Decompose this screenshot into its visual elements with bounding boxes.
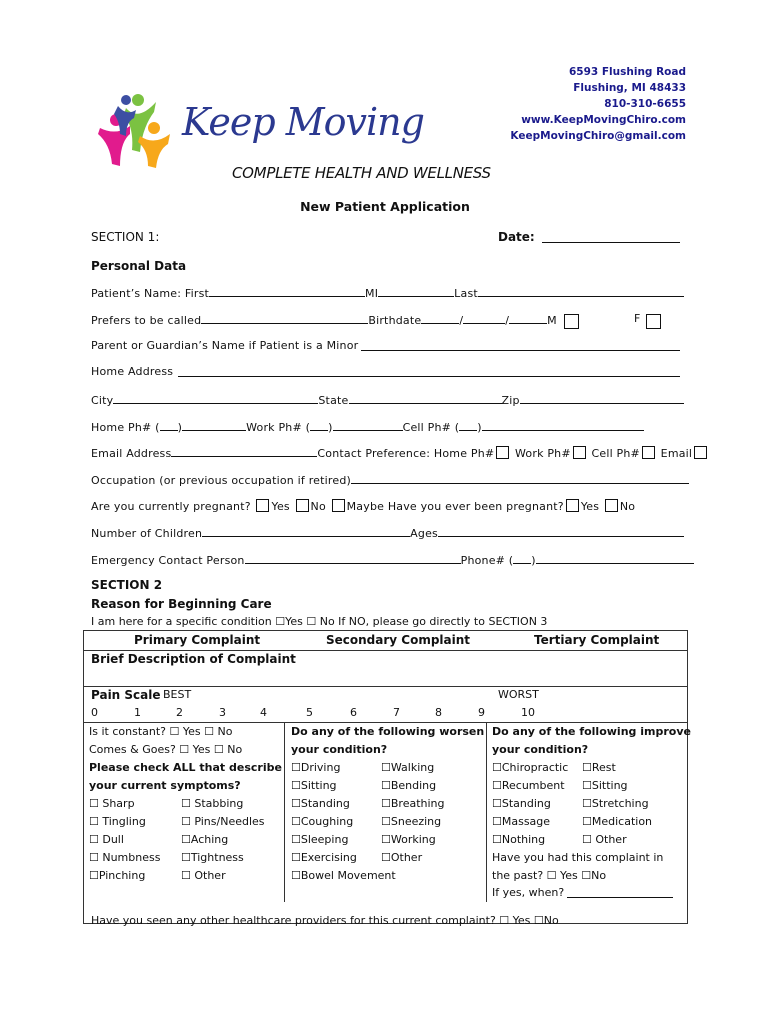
name-row bbox=[91, 285, 684, 300]
pregnant-question: Are you currently pregnant? bbox=[91, 500, 251, 513]
pain-6[interactable]: 6 bbox=[350, 706, 357, 719]
improve-option[interactable]: ☐Standing bbox=[492, 797, 551, 810]
work-phone-field[interactable] bbox=[333, 419, 403, 431]
yes-label: Yes bbox=[580, 500, 600, 513]
had-before-question: Have you had this complaint in bbox=[492, 851, 664, 864]
occupation-label: Occupation (or previous occupation if retired) bbox=[91, 474, 352, 487]
other-providers-question[interactable]: Have you seen any other healthcare providers for this current complaint? ☐ Yes ☐No bbox=[91, 914, 559, 927]
symptom-option[interactable]: ☐ Numbness bbox=[89, 851, 161, 864]
comes-goes-question[interactable]: Comes & Goes? ☐ Yes ☐ No bbox=[89, 743, 243, 756]
first-name-label: Patient’s Name: First bbox=[91, 287, 210, 300]
best-label: BEST bbox=[163, 688, 192, 701]
birthdate-label: Birthdate bbox=[368, 314, 422, 327]
slash: / bbox=[459, 314, 464, 327]
improve-heading-2: your condition? bbox=[492, 743, 589, 756]
keep-moving-logo bbox=[96, 92, 424, 172]
pain-3[interactable]: 3 bbox=[219, 706, 226, 719]
emergency-area-code[interactable] bbox=[513, 552, 531, 564]
pref-email-checkbox[interactable] bbox=[694, 446, 707, 459]
children-label: Number of Children bbox=[91, 527, 203, 540]
primary-complaint-header[interactable]: Primary Complaint bbox=[134, 633, 261, 647]
pref-home-checkbox[interactable] bbox=[496, 446, 509, 459]
worsen-option[interactable]: ☐Sleeping bbox=[291, 833, 349, 846]
symptom-option[interactable]: ☐ Other bbox=[181, 869, 226, 882]
date-field[interactable] bbox=[542, 231, 680, 243]
pain-10[interactable]: 10 bbox=[521, 706, 535, 719]
birth-day-field[interactable] bbox=[463, 312, 505, 324]
worsen-option[interactable]: ☐Breathing bbox=[381, 797, 445, 810]
personal-data-heading: Personal Data bbox=[91, 259, 187, 273]
paren: ) bbox=[531, 554, 536, 567]
section2-label: SECTION 2 bbox=[91, 578, 163, 592]
children-field[interactable] bbox=[202, 525, 410, 537]
date-label: Date: bbox=[498, 230, 535, 244]
clinic-address-line1: 6593 Flushing Road bbox=[569, 66, 686, 78]
pref-work-label: Work Ph# bbox=[515, 447, 571, 460]
home-phone-label: Home Ph# ( bbox=[91, 421, 160, 434]
state-label: State bbox=[318, 394, 349, 407]
worsen-option[interactable]: ☐Driving bbox=[291, 761, 341, 774]
pain-7[interactable]: 7 bbox=[393, 706, 400, 719]
pain-5[interactable]: 5 bbox=[306, 706, 313, 719]
phones-row bbox=[91, 419, 644, 434]
pref-work-checkbox[interactable] bbox=[573, 446, 586, 459]
emergency-field[interactable] bbox=[245, 552, 461, 564]
children-row bbox=[91, 525, 684, 540]
pain-4[interactable]: 4 bbox=[260, 706, 267, 719]
improve-option[interactable]: ☐Rest bbox=[582, 761, 616, 774]
home-address-label: Home Address bbox=[91, 365, 174, 378]
if-yes-field[interactable] bbox=[567, 886, 673, 898]
pain-1[interactable]: 1 bbox=[134, 706, 141, 719]
worsen-option[interactable]: ☐Walking bbox=[381, 761, 435, 774]
symptom-option[interactable]: ☐ Pins/Needles bbox=[181, 815, 265, 828]
female-checkbox[interactable] bbox=[646, 314, 661, 329]
worsen-option[interactable]: ☐Standing bbox=[291, 797, 350, 810]
logo-text: Keep Moving bbox=[182, 100, 424, 144]
city-row bbox=[91, 392, 684, 407]
city-label: City bbox=[91, 394, 114, 407]
phone-label: Phone# ( bbox=[460, 554, 514, 567]
ever-pregnant-question: Have you ever been pregnant? bbox=[387, 500, 564, 513]
clinic-phone: 810-310-6655 bbox=[604, 98, 686, 110]
male-checkbox[interactable] bbox=[564, 314, 579, 329]
pain-9[interactable]: 9 bbox=[478, 706, 485, 719]
worsen-option[interactable]: ☐Coughing bbox=[291, 815, 354, 828]
symptom-option[interactable]: ☐Tightness bbox=[181, 851, 244, 864]
zip-label: Zip bbox=[501, 394, 520, 407]
worsen-option[interactable]: ☐Exercising bbox=[291, 851, 357, 864]
guardian-label: Parent or Guardian’s Name if Patient is a Minor bbox=[91, 339, 359, 352]
paren: ) bbox=[177, 421, 183, 434]
had-before-options[interactable]: the past? ☐ Yes ☐No bbox=[492, 869, 607, 882]
symptom-option[interactable]: ☐Aching bbox=[181, 833, 229, 846]
ever-pregnant-yes-checkbox[interactable] bbox=[566, 499, 579, 512]
occupation-row bbox=[91, 472, 689, 487]
worsen-option[interactable]: ☐Bending bbox=[381, 779, 437, 792]
contact-pref-label: Contact Preference: Home Ph# bbox=[317, 447, 495, 460]
birth-year-field[interactable] bbox=[509, 312, 547, 324]
table-divider bbox=[284, 722, 285, 902]
home-phone-field[interactable] bbox=[182, 419, 246, 431]
symptom-option[interactable]: ☐ Dull bbox=[89, 833, 124, 846]
clinic-website: www.KeepMovingChiro.com bbox=[521, 114, 686, 126]
pregnant-no-checkbox[interactable] bbox=[296, 499, 309, 512]
ever-pregnant-no-checkbox[interactable] bbox=[605, 499, 618, 512]
section1-label: SECTION 1: bbox=[91, 230, 160, 244]
table-divider bbox=[83, 686, 687, 687]
improve-heading: Do any of the following improve bbox=[492, 725, 691, 738]
worsen-option[interactable]: ☐Working bbox=[381, 833, 436, 846]
worst-label: WORST bbox=[498, 688, 539, 701]
last-name-label: Last bbox=[454, 287, 478, 300]
pref-cell-checkbox[interactable] bbox=[642, 446, 655, 459]
table-divider bbox=[83, 722, 687, 723]
worsen-heading: Do any of the following worsen bbox=[291, 725, 485, 738]
check-all-heading: Please check ALL that describe bbox=[89, 761, 282, 774]
email-field[interactable] bbox=[171, 445, 317, 457]
brief-description-label: Brief Description of Complaint bbox=[91, 652, 296, 666]
prefers-row bbox=[91, 312, 557, 327]
pregnant-maybe-checkbox[interactable] bbox=[332, 499, 345, 512]
improve-option[interactable]: ☐Sitting bbox=[582, 779, 628, 792]
slash: / bbox=[505, 314, 510, 327]
worsen-option[interactable]: ☐Sitting bbox=[291, 779, 337, 792]
improve-option[interactable]: ☐ Other bbox=[582, 833, 627, 846]
worsen-option[interactable]: ☐Sneezing bbox=[381, 815, 442, 828]
symptom-option[interactable]: ☐ Sharp bbox=[89, 797, 135, 810]
pain-0[interactable]: 0 bbox=[91, 706, 98, 719]
symptom-option[interactable]: ☐ Stabbing bbox=[181, 797, 244, 810]
page-title: New Patient Application bbox=[300, 199, 470, 214]
pregnant-yes-checkbox[interactable] bbox=[256, 499, 269, 512]
work-phone-label: Work Ph# ( bbox=[246, 421, 311, 434]
worsen-heading-2: your condition? bbox=[291, 743, 388, 756]
improve-option[interactable]: ☐Nothing bbox=[492, 833, 546, 846]
paren: ) bbox=[477, 421, 482, 434]
no-label: No bbox=[310, 500, 326, 513]
zip-field[interactable] bbox=[520, 392, 684, 404]
pain-scale-label: Pain Scale bbox=[91, 688, 161, 702]
improve-option[interactable]: ☐Massage bbox=[492, 815, 551, 828]
city-field[interactable] bbox=[113, 392, 318, 404]
home-address-field[interactable] bbox=[178, 365, 680, 377]
improve-option[interactable]: ☐Chiropractic bbox=[492, 761, 569, 774]
male-label: M bbox=[547, 314, 557, 327]
home-area-code[interactable] bbox=[160, 419, 178, 431]
no-label: No bbox=[619, 500, 636, 513]
paren: ) bbox=[328, 421, 333, 434]
pain-2[interactable]: 2 bbox=[176, 706, 183, 719]
tertiary-complaint-header[interactable]: Tertiary Complaint bbox=[534, 633, 660, 647]
email-row bbox=[91, 445, 709, 460]
occupation-field[interactable] bbox=[351, 472, 689, 484]
pain-8[interactable]: 8 bbox=[435, 706, 442, 719]
cell-area-code[interactable] bbox=[459, 419, 477, 431]
prefers-label: Prefers to be called bbox=[91, 314, 202, 327]
last-name-field[interactable] bbox=[478, 285, 684, 297]
ages-field[interactable] bbox=[438, 525, 684, 537]
prefers-field[interactable] bbox=[201, 312, 368, 324]
mi-label: MI bbox=[365, 287, 379, 300]
cell-phone-field[interactable] bbox=[482, 419, 644, 431]
improve-option[interactable]: ☐Recumbent bbox=[492, 779, 565, 792]
specific-condition-question: I am here for a specific condition ☐Yes ☐ No If NO, please go directly to SECTION 3 bbox=[91, 615, 548, 628]
work-area-code[interactable] bbox=[310, 419, 328, 431]
secondary-complaint-header[interactable]: Secondary Complaint bbox=[326, 633, 471, 647]
emergency-row bbox=[91, 552, 694, 567]
constant-question[interactable]: Is it constant? ☐ Yes ☐ No bbox=[89, 725, 233, 738]
mi-field[interactable] bbox=[378, 285, 454, 297]
check-all-heading-2: your current symptoms? bbox=[89, 779, 241, 792]
female-label: F bbox=[634, 312, 641, 325]
pref-cell-label: Cell Ph# bbox=[591, 447, 640, 460]
first-name-field[interactable] bbox=[209, 285, 365, 297]
reason-heading: Reason for Beginning Care bbox=[91, 597, 272, 611]
table-divider bbox=[486, 722, 487, 902]
pregnancy-row bbox=[91, 499, 635, 513]
clinic-address-line2: Flushing, MI 48433 bbox=[573, 82, 686, 94]
symptom-option[interactable]: ☐Pinching bbox=[89, 869, 146, 882]
birth-month-field[interactable] bbox=[421, 312, 459, 324]
emergency-label: Emergency Contact Person bbox=[91, 554, 245, 567]
improve-option[interactable]: ☐Medication bbox=[582, 815, 653, 828]
yes-label: Yes bbox=[271, 500, 290, 513]
worsen-option[interactable]: ☐Other bbox=[381, 851, 423, 864]
cell-phone-label: Cell Ph# ( bbox=[402, 421, 460, 434]
guardian-field[interactable] bbox=[361, 339, 680, 351]
state-field[interactable] bbox=[349, 392, 502, 404]
email-label: Email Address bbox=[91, 447, 172, 460]
worsen-option[interactable]: ☐Bowel Movement bbox=[291, 869, 396, 882]
maybe-label: Maybe bbox=[346, 500, 385, 513]
emergency-phone-field[interactable] bbox=[536, 552, 694, 564]
clinic-email: KeepMovingChiro@gmail.com bbox=[510, 130, 686, 142]
ages-label: Ages bbox=[410, 527, 438, 540]
symptom-option[interactable]: ☐ Tingling bbox=[89, 815, 146, 828]
improve-option[interactable]: ☐Stretching bbox=[582, 797, 649, 810]
tagline: COMPLETE HEALTH AND WELLNESS bbox=[232, 164, 491, 182]
table-divider bbox=[83, 650, 687, 651]
if-yes-label: If yes, when? bbox=[492, 886, 565, 899]
pref-email-label: Email bbox=[660, 447, 693, 460]
